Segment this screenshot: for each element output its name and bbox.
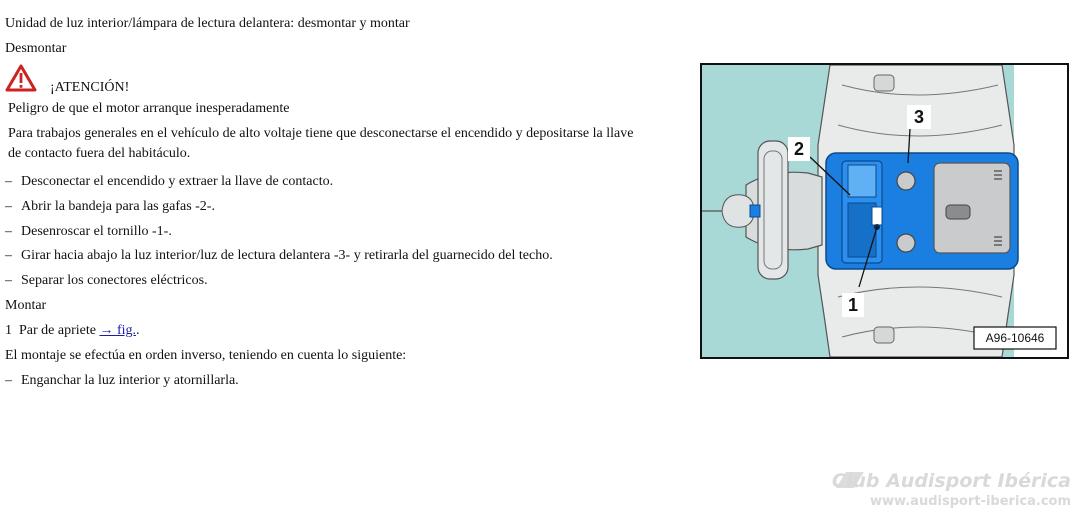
remove-step-text: Girar hacia abajo la luz interior/luz de lectura delantera -3- y retirarla del guarnecido del techo. bbox=[21, 248, 553, 263]
list-dash: – bbox=[5, 224, 12, 239]
remove-step-text: Abrir la bandeja para las gafas -2-. bbox=[21, 199, 215, 214]
watermark-url: www.audisport-iberica.com bbox=[870, 494, 1071, 509]
remove-step-text: Desconectar el encendido y extraer la llave de contacto. bbox=[21, 174, 334, 189]
remove-step bbox=[5, 199, 215, 215]
install-step-text: Enganchar la luz interior y atornillarla. bbox=[21, 373, 239, 388]
list-dash: – bbox=[5, 174, 12, 189]
callout-2: 2 bbox=[793, 139, 805, 159]
page-title: Unidad de luz interior/lámpara de lectura delantera: desmontar y montar bbox=[5, 16, 410, 31]
list-dash: – bbox=[5, 273, 12, 288]
list-dash: – bbox=[5, 373, 12, 388]
remove-step-text: Desenroscar el tornillo -1-. bbox=[21, 224, 172, 239]
torque-fig-link[interactable]: → fig. bbox=[99, 323, 137, 338]
remove-step bbox=[5, 273, 208, 289]
callout-3: 3 bbox=[913, 107, 925, 127]
illustration-figure bbox=[700, 63, 1069, 359]
warning-body-line1: Para trabajos generales en el vehículo de alto voltaje tiene que desconectarse el encendido y depositarse la llave bbox=[8, 126, 634, 141]
watermark-club-name: Club Audisport Ibérica bbox=[831, 470, 1071, 492]
warning-body-line2: de contacto fuera del habitáculo. bbox=[8, 146, 191, 161]
section-remove-heading: Desmontar bbox=[5, 41, 67, 56]
figure-code: A96-10646 bbox=[985, 331, 1045, 345]
remove-step bbox=[5, 248, 553, 264]
warning-heading: ¡ATENCIÓN! bbox=[50, 80, 130, 95]
warning-triangle-icon bbox=[5, 64, 37, 92]
warning-subheading: Peligro de que el motor arranque inesperadamente bbox=[8, 101, 290, 116]
torque-item bbox=[5, 323, 140, 339]
callout-1: 1 bbox=[847, 295, 859, 315]
remove-step bbox=[5, 224, 172, 240]
torque-number: 1 bbox=[5, 323, 12, 338]
list-dash: – bbox=[5, 199, 12, 214]
headliner-console-illustration bbox=[702, 65, 1067, 357]
remove-step bbox=[5, 174, 333, 190]
remove-step-text: Separar los conectores eléctricos. bbox=[21, 273, 208, 288]
install-intro: El montaje se efectúa en orden inverso, teniendo en cuenta lo siguiente: bbox=[5, 348, 407, 363]
torque-text: Par de apriete bbox=[19, 323, 96, 338]
install-step bbox=[5, 373, 239, 389]
torque-suffix: . bbox=[136, 323, 140, 338]
list-dash: – bbox=[5, 248, 12, 263]
section-install-heading: Montar bbox=[5, 298, 47, 313]
